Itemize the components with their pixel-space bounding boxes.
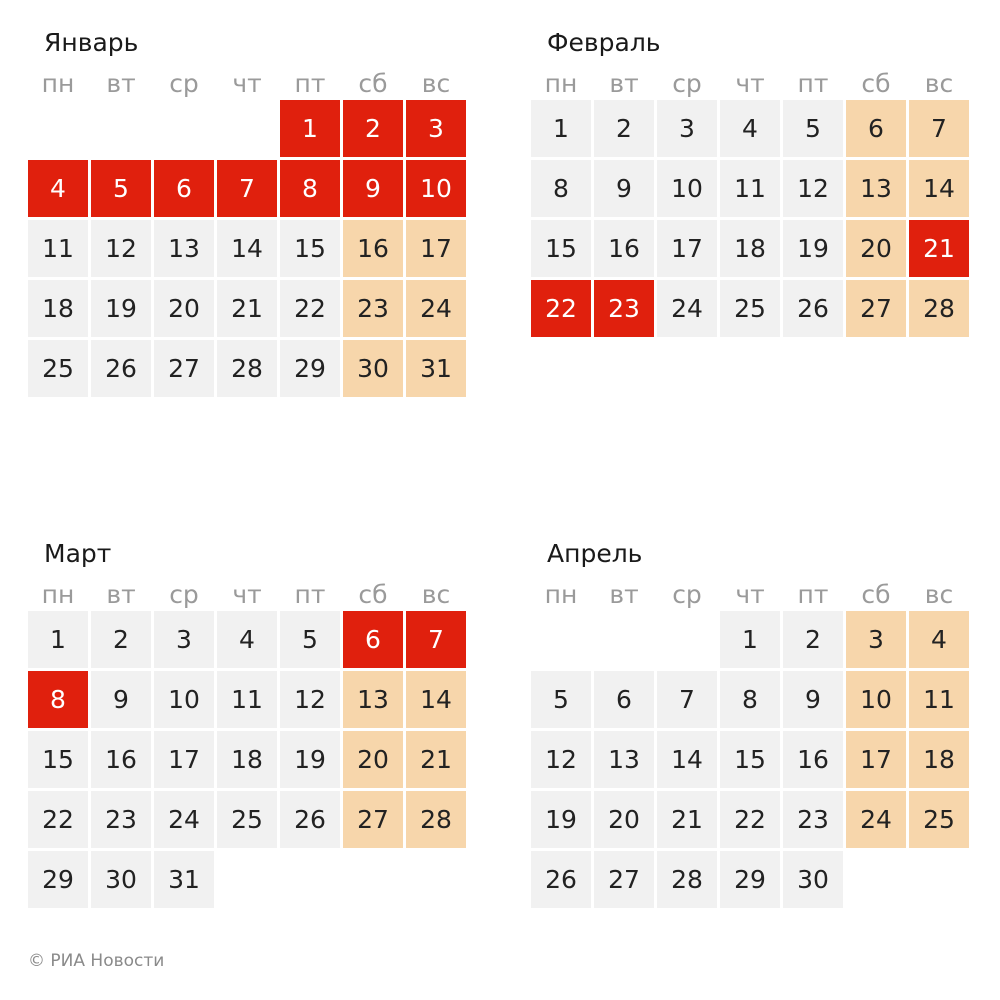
day-cell-weekend: 4 xyxy=(909,611,969,668)
day-cell-workday: 21 xyxy=(657,791,717,848)
weekday-header-row xyxy=(28,66,470,102)
day-cell-weekend: 21 xyxy=(406,731,466,788)
day-cell-workday: 1 xyxy=(531,100,591,157)
day-cell-workday: 28 xyxy=(657,851,717,908)
day-cell-workday: 4 xyxy=(720,100,780,157)
day-cell-workday: 9 xyxy=(594,160,654,217)
day-cell-workday: 8 xyxy=(720,671,780,728)
day-cell-weekend: 20 xyxy=(846,220,906,277)
day-cell-workday: 29 xyxy=(28,851,88,908)
day-cell-workday: 16 xyxy=(783,731,843,788)
weekday-header-row xyxy=(531,66,973,102)
day-cell-workday: 18 xyxy=(28,280,88,337)
day-cell-holiday: 7 xyxy=(406,611,466,668)
day-cell-workday: 11 xyxy=(28,220,88,277)
day-cell-workday: 5 xyxy=(783,100,843,157)
day-cell-workday: 17 xyxy=(154,731,214,788)
day-cell-holiday: 5 xyxy=(91,160,151,217)
day-cell-holiday: 2 xyxy=(343,100,403,157)
month-title: Апрель xyxy=(547,539,643,568)
weekday-label: ср xyxy=(672,69,702,98)
day-cell-workday: 25 xyxy=(28,340,88,397)
day-cell-weekend: 28 xyxy=(909,280,969,337)
weekday-label: пн xyxy=(41,69,75,98)
day-cell-workday: 26 xyxy=(91,340,151,397)
day-cell-holiday: 8 xyxy=(28,671,88,728)
day-cell-workday: 20 xyxy=(154,280,214,337)
day-cell-weekend: 14 xyxy=(406,671,466,728)
day-cell-workday: 1 xyxy=(720,611,780,668)
day-cell-weekend: 13 xyxy=(343,671,403,728)
day-cell-workday: 15 xyxy=(28,731,88,788)
day-cell-workday: 13 xyxy=(154,220,214,277)
day-cell-workday: 12 xyxy=(531,731,591,788)
day-cell-weekend: 7 xyxy=(909,100,969,157)
day-cell-workday: 28 xyxy=(217,340,277,397)
day-cell-workday: 7 xyxy=(657,671,717,728)
day-cell-workday: 18 xyxy=(720,220,780,277)
day-cell-weekend: 25 xyxy=(909,791,969,848)
weekday-label: чт xyxy=(232,580,262,609)
day-cell-weekend: 16 xyxy=(343,220,403,277)
day-cell-weekend: 10 xyxy=(846,671,906,728)
day-cell-workday: 10 xyxy=(154,671,214,728)
day-cell-workday: 30 xyxy=(783,851,843,908)
weekday-header-row xyxy=(28,577,470,613)
day-cell-weekend: 24 xyxy=(406,280,466,337)
day-cell-workday: 22 xyxy=(280,280,340,337)
weekday-label: вт xyxy=(106,580,136,609)
weekday-label: пт xyxy=(797,580,829,609)
day-cell-holiday: 10 xyxy=(406,160,466,217)
day-cell-workday: 3 xyxy=(154,611,214,668)
day-cell-workday: 29 xyxy=(720,851,780,908)
day-cell-workday: 11 xyxy=(217,671,277,728)
weekday-label: пт xyxy=(294,69,326,98)
weekday-label: вс xyxy=(421,580,451,609)
weekday-label: сб xyxy=(358,69,388,98)
day-cell-holiday: 3 xyxy=(406,100,466,157)
weekday-label: вт xyxy=(609,69,639,98)
weekday-header-row xyxy=(531,577,973,613)
weekday-label: сб xyxy=(861,580,891,609)
day-grid xyxy=(28,100,470,400)
day-cell-workday: 22 xyxy=(28,791,88,848)
day-cell-workday: 10 xyxy=(657,160,717,217)
day-cell-workday: 23 xyxy=(91,791,151,848)
day-grid xyxy=(531,100,973,400)
weekday-label: пн xyxy=(41,580,75,609)
weekday-label: вт xyxy=(609,580,639,609)
day-cell-weekend: 13 xyxy=(846,160,906,217)
day-cell-holiday: 22 xyxy=(531,280,591,337)
weekday-label: пт xyxy=(797,69,829,98)
day-cell-workday: 19 xyxy=(531,791,591,848)
day-cell-workday: 8 xyxy=(531,160,591,217)
weekday-label: вс xyxy=(421,69,451,98)
weekday-label: вт xyxy=(106,69,136,98)
day-cell-workday: 22 xyxy=(720,791,780,848)
weekday-label: сб xyxy=(861,69,891,98)
day-cell-weekend: 14 xyxy=(909,160,969,217)
day-grid xyxy=(531,611,973,911)
day-cell-weekend: 27 xyxy=(846,280,906,337)
day-cell-workday: 14 xyxy=(217,220,277,277)
day-cell-workday: 16 xyxy=(594,220,654,277)
day-cell-weekend: 24 xyxy=(846,791,906,848)
day-cell-workday: 3 xyxy=(657,100,717,157)
day-cell-workday: 31 xyxy=(154,851,214,908)
weekday-label: чт xyxy=(735,580,765,609)
day-cell-workday: 1 xyxy=(28,611,88,668)
day-cell-workday: 30 xyxy=(91,851,151,908)
month-title: Январь xyxy=(44,28,139,57)
day-cell-workday: 27 xyxy=(154,340,214,397)
month-title: Февраль xyxy=(547,28,661,57)
day-cell-workday: 9 xyxy=(91,671,151,728)
day-cell-holiday: 8 xyxy=(280,160,340,217)
day-grid xyxy=(28,611,470,911)
day-cell-workday: 24 xyxy=(657,280,717,337)
day-cell-weekend: 17 xyxy=(846,731,906,788)
day-cell-workday: 11 xyxy=(720,160,780,217)
day-cell-workday: 23 xyxy=(783,791,843,848)
day-cell-weekend: 6 xyxy=(846,100,906,157)
day-cell-holiday: 9 xyxy=(343,160,403,217)
weekday-label: пн xyxy=(544,69,578,98)
day-cell-workday: 5 xyxy=(531,671,591,728)
day-cell-workday: 16 xyxy=(91,731,151,788)
day-cell-weekend: 23 xyxy=(343,280,403,337)
day-cell-workday: 14 xyxy=(657,731,717,788)
day-cell-workday: 15 xyxy=(531,220,591,277)
day-cell-workday: 20 xyxy=(594,791,654,848)
day-cell-workday: 29 xyxy=(280,340,340,397)
weekday-label: пт xyxy=(294,580,326,609)
weekday-label: ср xyxy=(672,580,702,609)
day-cell-workday: 13 xyxy=(594,731,654,788)
weekday-label: чт xyxy=(232,69,262,98)
day-cell-holiday: 7 xyxy=(217,160,277,217)
weekday-label: сб xyxy=(358,580,388,609)
day-cell-weekend: 11 xyxy=(909,671,969,728)
day-cell-workday: 15 xyxy=(280,220,340,277)
day-cell-workday: 26 xyxy=(531,851,591,908)
day-cell-workday: 19 xyxy=(91,280,151,337)
day-cell-workday: 27 xyxy=(594,851,654,908)
day-cell-workday: 4 xyxy=(217,611,277,668)
day-cell-holiday: 21 xyxy=(909,220,969,277)
day-cell-weekend: 31 xyxy=(406,340,466,397)
day-cell-holiday: 23 xyxy=(594,280,654,337)
weekday-label: пн xyxy=(544,580,578,609)
day-cell-workday: 9 xyxy=(783,671,843,728)
day-cell-weekend: 3 xyxy=(846,611,906,668)
day-cell-workday: 12 xyxy=(91,220,151,277)
day-cell-holiday: 4 xyxy=(28,160,88,217)
day-cell-weekend: 27 xyxy=(343,791,403,848)
day-cell-workday: 2 xyxy=(91,611,151,668)
day-cell-workday: 18 xyxy=(217,731,277,788)
day-cell-holiday: 6 xyxy=(154,160,214,217)
month-title: Март xyxy=(44,539,112,568)
weekday-label: ср xyxy=(169,580,199,609)
day-cell-workday: 2 xyxy=(594,100,654,157)
day-cell-weekend: 17 xyxy=(406,220,466,277)
day-cell-workday: 17 xyxy=(657,220,717,277)
day-cell-workday: 25 xyxy=(720,280,780,337)
day-cell-workday: 15 xyxy=(720,731,780,788)
day-cell-workday: 25 xyxy=(217,791,277,848)
weekday-label: чт xyxy=(735,69,765,98)
day-cell-workday: 26 xyxy=(783,280,843,337)
weekday-label: вс xyxy=(924,580,954,609)
day-cell-workday: 5 xyxy=(280,611,340,668)
day-cell-workday: 12 xyxy=(783,160,843,217)
day-cell-workday: 12 xyxy=(280,671,340,728)
day-cell-holiday: 1 xyxy=(280,100,340,157)
day-cell-workday: 21 xyxy=(217,280,277,337)
day-cell-weekend: 28 xyxy=(406,791,466,848)
day-cell-weekend: 18 xyxy=(909,731,969,788)
day-cell-workday: 24 xyxy=(154,791,214,848)
day-cell-workday: 6 xyxy=(594,671,654,728)
day-cell-workday: 26 xyxy=(280,791,340,848)
weekday-label: ср xyxy=(169,69,199,98)
copyright-credit: © РИА Новости xyxy=(28,951,165,971)
day-cell-workday: 19 xyxy=(783,220,843,277)
day-cell-weekend: 20 xyxy=(343,731,403,788)
day-cell-workday: 2 xyxy=(783,611,843,668)
day-cell-holiday: 6 xyxy=(343,611,403,668)
day-cell-weekend: 30 xyxy=(343,340,403,397)
day-cell-workday: 19 xyxy=(280,731,340,788)
weekday-label: вс xyxy=(924,69,954,98)
